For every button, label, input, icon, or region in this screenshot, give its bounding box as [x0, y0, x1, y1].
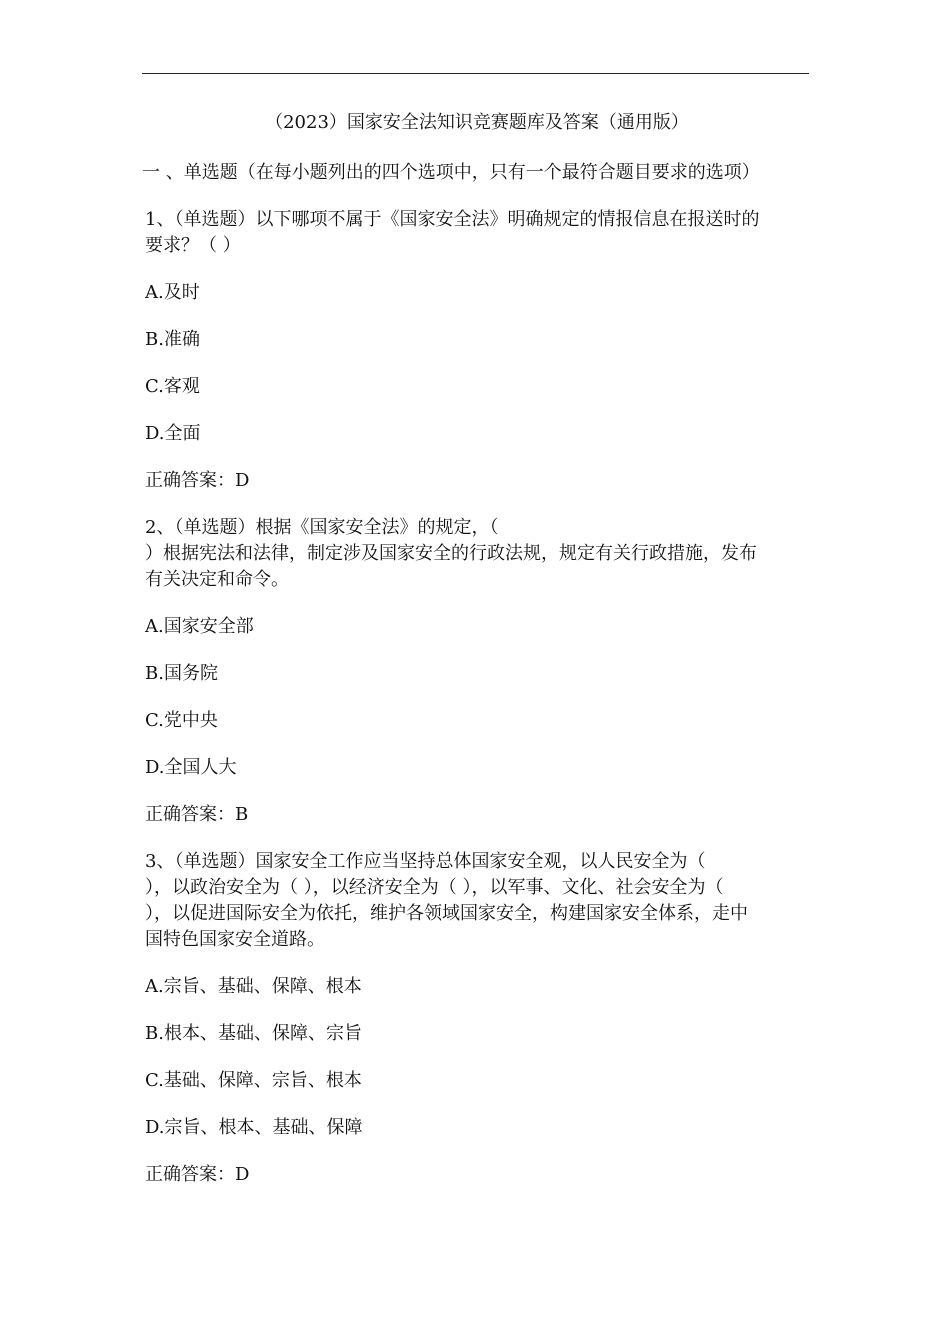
option-b: B.国务院	[145, 663, 218, 684]
section-title: 一 、单选题（在每小题列出的四个选项中，只有一个最符合题目要求的选项）	[142, 162, 760, 183]
question-stem	[145, 849, 809, 953]
document-title: （2023）国家安全法知识竞赛题库及答案（通用版）	[265, 112, 689, 133]
question-3	[145, 849, 809, 1188]
correct-answer: 正确答案：D	[145, 1164, 250, 1185]
question-stem-line: 1、（单选题）以下哪项不属于《国家安全法》明确规定的情报信息在报送时的	[145, 209, 760, 230]
question-stem-line: ），以政治安全为（ ），以经济安全为（ ），以军事、文化、社会安全为（	[145, 877, 724, 898]
question-stem-line: 2、（单选题）根据《国家安全法》的规定，（	[145, 517, 499, 538]
correct-answer: 正确答案：B	[145, 804, 249, 825]
option-b: B.根本、基础、保障、宗旨	[145, 1023, 362, 1044]
option-a: A.及时	[145, 282, 200, 303]
option-c: C.客观	[145, 376, 200, 397]
correct-answer: 正确答案：D	[145, 470, 250, 491]
question-stem	[145, 515, 809, 593]
option-c: C.基础、保障、宗旨、根本	[145, 1070, 362, 1091]
question-1	[145, 207, 809, 494]
question-stem-line: 国特色国家安全道路。	[145, 929, 325, 950]
header-rule	[142, 73, 809, 74]
question-stem-line: 有关决定和命令。	[145, 569, 289, 590]
option-b: B.准确	[145, 329, 200, 350]
question-stem	[145, 207, 809, 259]
option-d: D.宗旨、根本、基础、保障	[145, 1117, 363, 1138]
question-stem-line: ）根据宪法和法律，制定涉及国家安全的行政法规，规定有关行政措施，发布	[145, 543, 757, 564]
question-stem-line: 3、（单选题）国家安全工作应当坚持总体国家安全观，以人民安全为（	[145, 851, 706, 872]
option-d: D.全面	[145, 423, 201, 444]
document-content	[142, 110, 809, 1188]
question-stem-line: ），以促进国际安全为依托，维护各领域国家安全，构建国家安全体系，走中	[145, 903, 748, 924]
question-stem-line: 要求？（ ）	[145, 235, 241, 256]
option-d: D.全国人大	[145, 757, 237, 778]
question-2	[145, 515, 809, 828]
option-c: C.党中央	[145, 710, 218, 731]
option-a: A.宗旨、基础、保障、根本	[145, 976, 362, 997]
option-a: A.国家安全部	[145, 616, 254, 637]
